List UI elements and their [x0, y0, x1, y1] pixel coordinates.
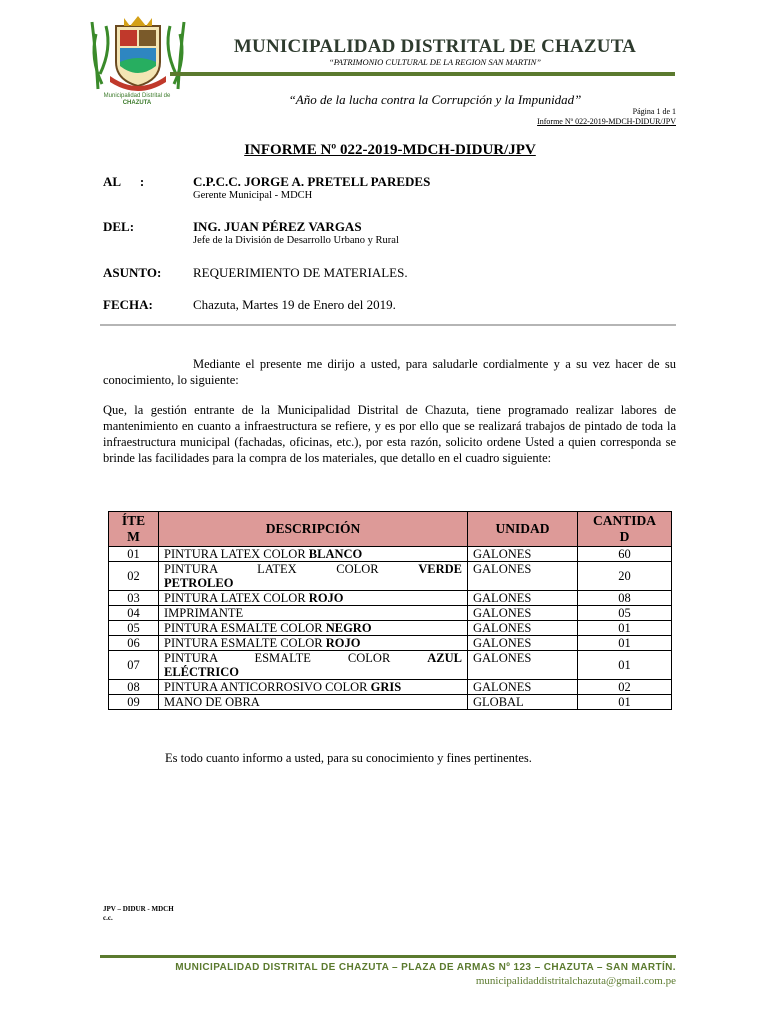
page-number: Página 1 de 1	[632, 107, 676, 116]
to-name: C.P.C.C. JORGE A. PRETELL PAREDES	[193, 174, 431, 189]
col-header-description: DESCRIPCIÓN	[159, 512, 468, 547]
row-item: 09	[109, 695, 159, 710]
table-row	[109, 547, 672, 562]
row-unit: GALONES	[468, 621, 578, 636]
row-item: 05	[109, 621, 159, 636]
row-item: 02	[109, 562, 159, 591]
intro-paragraph	[103, 356, 676, 388]
row-quantity: 01	[578, 695, 672, 710]
from-label: DEL:	[103, 219, 135, 234]
row-description: PINTURA ESMALTE COLOR NEGRO	[159, 621, 468, 636]
row-quantity: 02	[578, 680, 672, 695]
row-description: PINTURA ANTICORROSIVO COLOR GRIS	[159, 680, 468, 695]
footer-email: municipalidaddistritalchazuta@gmail.com.pe	[475, 975, 676, 987]
row-unit: GALONES	[468, 680, 578, 695]
row-unit: GLOBAL	[468, 695, 578, 710]
row-item: 03	[109, 591, 159, 606]
row-description: PINTURA ESMALTE COLOR ROJO	[159, 636, 468, 651]
municipality-title: MUNICIPALIDAD DISTRITAL DE CHAZUTA	[233, 36, 637, 57]
row-item: 01	[109, 547, 159, 562]
closing-text: Es todo cuanto informo a usted, para su conocimiento y fines pertinentes.	[165, 751, 532, 765]
logo-caption: Municipalidad Distrital de CHAZUTA	[103, 93, 171, 106]
row-quantity: 60	[578, 547, 672, 562]
sugarcane-right	[168, 22, 184, 89]
from-name: ING. JUAN PÉREZ VARGAS	[193, 219, 362, 234]
row-unit: GALONES	[468, 651, 578, 680]
row-unit: GALONES	[468, 547, 578, 562]
subject-value: REQUERIMIENTO DE MATERIALES.	[193, 265, 408, 280]
from-role: Jefe de la División de Desarrollo Urbano y Rural	[193, 235, 399, 246]
year-slogan: “Año de la lucha contra la Corrupción y la Impunidad”	[288, 92, 582, 107]
footer-divider	[100, 955, 676, 958]
row-description: PINTURA LATEX COLOR ROJO	[159, 591, 468, 606]
row-item: 07	[109, 651, 159, 680]
row-quantity: 01	[578, 621, 672, 636]
row-item: 08	[109, 680, 159, 695]
col-header-item: ÍTE M	[109, 512, 159, 547]
col-header-unit: UNIDAD	[468, 512, 578, 547]
to-label: AL :	[103, 174, 145, 189]
row-description: IMPRIMANTE	[159, 606, 468, 621]
table-row	[109, 651, 672, 680]
table-row	[109, 680, 672, 695]
table-header-row	[109, 512, 672, 547]
row-quantity: 08	[578, 591, 672, 606]
row-quantity: 20	[578, 562, 672, 591]
col-header-quantity: CANTIDA D	[578, 512, 672, 547]
row-description: PINTURA ESMALTE COLOR AZUL ELÉCTRICO	[159, 651, 468, 680]
page-reference: Informe Nº 022-2019-MDCH-DIDUR/JPV	[537, 117, 676, 126]
table-row	[109, 606, 672, 621]
row-unit: GALONES	[468, 606, 578, 621]
request-paragraph	[103, 402, 676, 466]
row-description: PINTURA LATEX COLOR VERDE PETROLEO	[159, 562, 468, 591]
row-description: MANO DE OBRA	[159, 695, 468, 710]
row-item: 04	[109, 606, 159, 621]
row-unit: GALONES	[468, 636, 578, 651]
table-row	[109, 621, 672, 636]
footer-initials: JPV – DIDUR - MDCH c.c.	[103, 905, 174, 922]
section-divider	[100, 324, 676, 326]
to-role: Gerente Municipal - MDCH	[193, 190, 313, 201]
footer-address: MUNICIPALIDAD DISTRITAL DE CHAZUTA – PLAZA DE ARMAS Nº 123 – CHAZUTA – SAN MARTÍN.	[175, 962, 676, 973]
row-item: 06	[109, 636, 159, 651]
row-unit: GALONES	[468, 591, 578, 606]
date-value: Chazuta, Martes 19 de Enero del 2019.	[193, 297, 396, 312]
intro-text: Mediante el presente me dirijo a usted, para saludarle cordialmente y a su vez hacer de su conocimiento, lo siguiente:	[103, 357, 676, 387]
request-text: Que, la gestión entrante de la Municipalidad Distrital de Chazuta, tiene programado realizar labores de mantenimiento en cuanto a infraestructura se refiere, y es por ello que se realizará trabajos de pintado de toda la infraestructura municipal (fachadas, oficinas, etc.), por esta razón, solicito ordene Usted a quien corresponda se brinde las facilidades para la compra de los materiales, que detallo en el cuadro siguiente:	[103, 403, 676, 465]
table-row	[109, 591, 672, 606]
municipality-subtitle: “PATRIMONIO CULTURAL DE LA REGION SAN MARTIN”	[328, 57, 542, 67]
row-quantity: 01	[578, 651, 672, 680]
report-title: INFORME Nº 022-2019-MDCH-DIDUR/JPV	[244, 142, 536, 158]
subject-label: ASUNTO:	[103, 265, 162, 280]
row-quantity: 01	[578, 636, 672, 651]
sugarcane-left	[92, 22, 108, 89]
row-unit: GALONES	[468, 562, 578, 591]
table-row	[109, 695, 672, 710]
table-row	[109, 562, 672, 591]
date-label: FECHA:	[103, 297, 153, 312]
row-quantity: 05	[578, 606, 672, 621]
header-divider	[170, 72, 675, 76]
materials-table	[108, 511, 672, 710]
table-row	[109, 636, 672, 651]
row-description: PINTURA LATEX COLOR BLANCO	[159, 547, 468, 562]
